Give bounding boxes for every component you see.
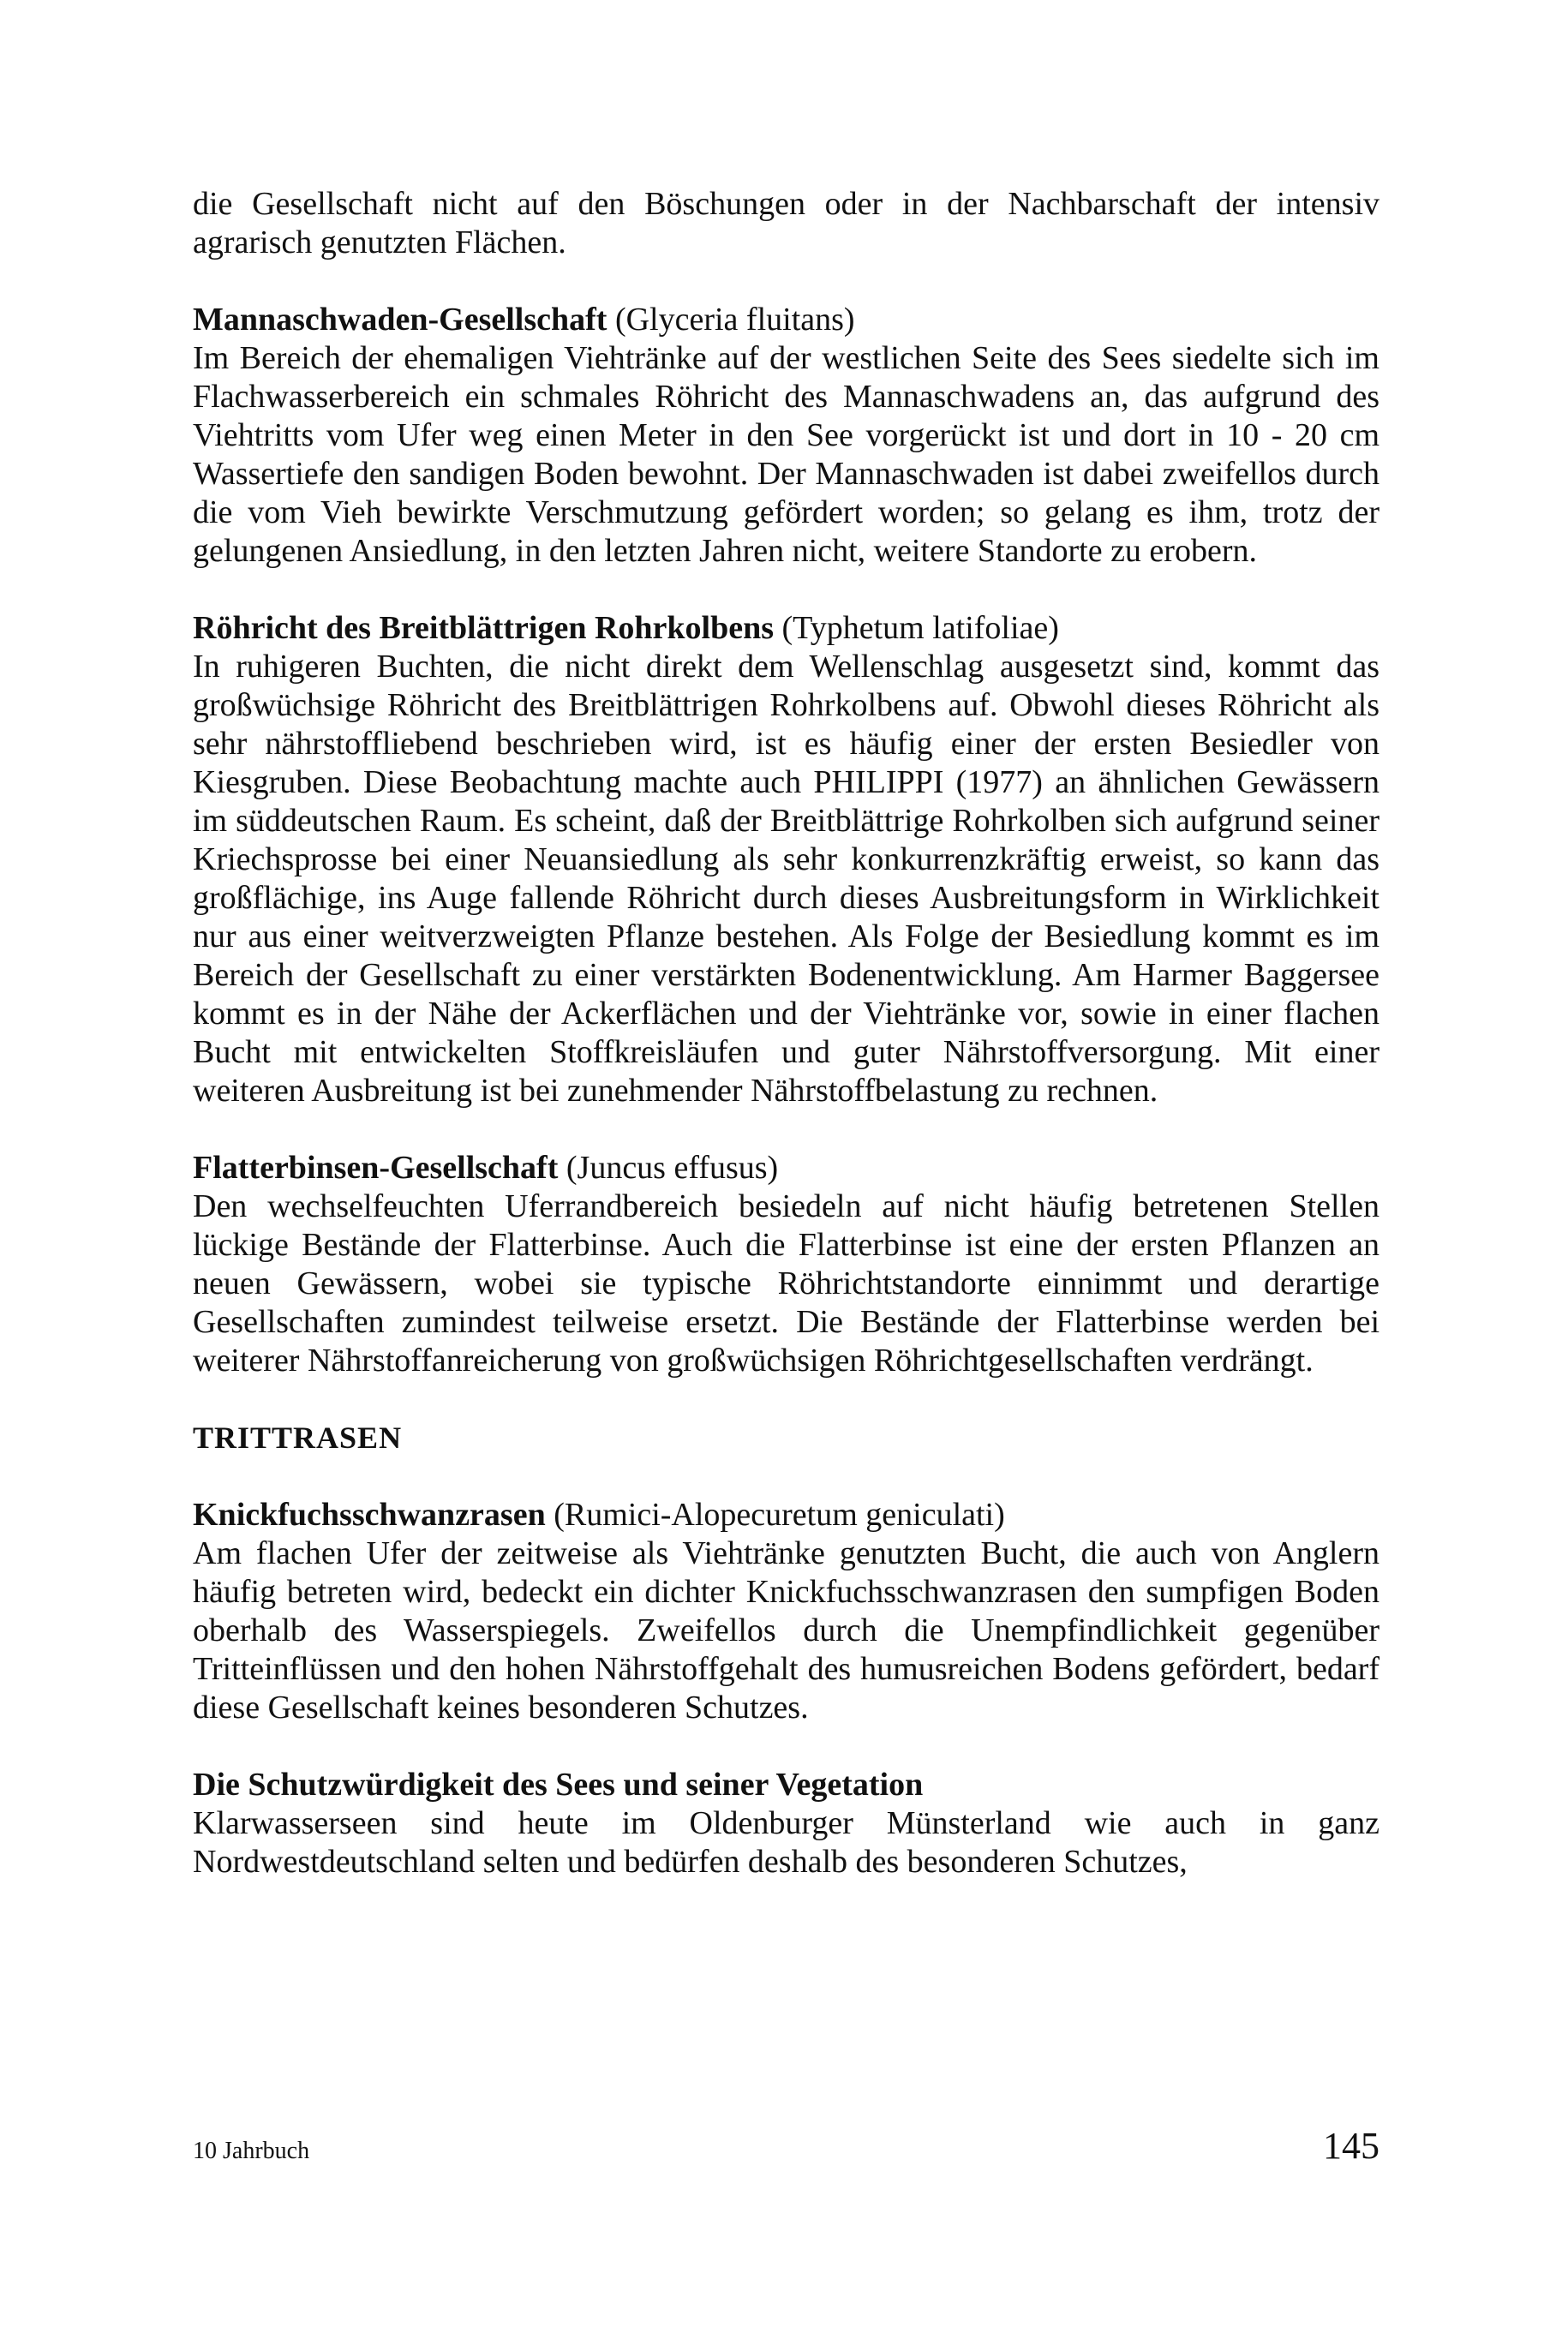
section-title: Mannaschwaden-Gesellschaft bbox=[193, 302, 607, 338]
section-title: Die Schutzwürdigkeit des Sees und seiner Vegetation bbox=[193, 1767, 924, 1803]
section-paragraph: Am flachen Ufer der zeitweise als Viehtränke genutzten Bucht, die auch von Anglern häufig betreten wird, bedeckt ein dichter Knickfuchsschwanzrasen den sumpfigen Boden oberhalb des Wasserspiegels. Zweifellos durch die Unempfindlichkeit gegenüber Tritteinflüssen und den hohen Nährstoffgehalt des humusreichen Bodens gefördert, bedarf diese Gesellschaft keines besonderen Schutzes. bbox=[193, 1535, 1379, 1726]
section-paragraph: Den wechselfeuchten Uferrandbereich besiedeln auf nicht häufig betretenen Stellen lückige Bestände der Flatterbinse. Auch die Flatterbinse ist eine der ersten Pflanzen an neuen Gewässern, wobei sie typische Röhrichtstandorte einnimmt und derartige Gesellschaften zumindest teilweise ersetzt. Die Bestände der Flatterbinse werden bei weiterer Nährstoffanreicherung von großwüchsigen Röhrichtgesellschaften verdrängt. bbox=[193, 1188, 1379, 1379]
section-heading-line bbox=[193, 1766, 1379, 1804]
chapter-heading-trittrasen: TRITTRASEN bbox=[193, 1421, 403, 1455]
section-schutzwuerdigkeit bbox=[193, 1766, 1379, 1881]
page-number: 145 bbox=[1323, 2125, 1379, 2167]
section-latin-name: (Glyceria fluitans) bbox=[607, 302, 855, 338]
footer-signature: 10 Jahrbuch bbox=[193, 2138, 310, 2164]
section-title: Röhricht des Breitblättrigen Rohrkolbens bbox=[193, 610, 775, 646]
section-heading-line bbox=[193, 609, 1379, 648]
section-latin-name: (Rumici-Alopecuretum geniculati) bbox=[545, 1497, 1005, 1533]
section-heading-line bbox=[193, 1149, 1379, 1187]
section-latin-name: (Juncus effusus) bbox=[558, 1150, 779, 1186]
page-body bbox=[193, 185, 1379, 1881]
section-paragraph: In ruhigeren Buchten, die nicht direkt dem Wellenschlag ausgesetzt sind, kommt das großwüchsige Röhricht des Breitblättrigen Rohrkolbens auf. Obwohl dieses Röhricht als sehr nährstoffliebend beschrieben wird, ist es häufig einer der ersten Besiedler von Kiesgruben. Diese Beobachtung machte auch PHILIPPI (1977) an ähnlichen Gewässern im süddeutschen Raum. Es scheint, daß der Breitblättrige Rohrkolben sich aufgrund seiner Kriechsprosse bei einer Neuansiedlung als sehr konkurrenzkräftig erweist, so kann das großflächige, ins Auge fallende Röhricht durch dieses Ausbreitungsform in Wirklichkeit nur aus einer weitverzweigten Pflanze bestehen. Als Folge der Besiedlung kommt es im Bereich der Gesellschaft zu einer verstärkten Bodenentwicklung. Am Harmer Baggersee kommt es in der Nähe der Ackerflächen und der Viehtränke vor, sowie in einer flachen Bucht mit entwickelten Stoffkreisläufen und guter Nährstoffversorgung. Mit einer weiteren Ausbreitung ist bei zunehmender Nährstoffbelastung zu rechnen. bbox=[193, 649, 1379, 1109]
section-paragraph: Im Bereich der ehemaligen Viehtränke auf der westlichen Seite des Sees siedelte sich im Flachwasserbereich ein schmales Röhricht des Mannaschwadens an, das aufgrund des Viehtritts vom Ufer weg einen Meter in den See vorgerückt ist und dort in 10 - 20 cm Wassertiefe den sandigen Boden bewohnt. Der Mannaschwaden ist dabei zweifellos durch die vom Vieh bewirkte Verschmutzung gefördert worden; so gelang es ihm, trotz der gelungenen Ansiedlung, in den letzten Jahren nicht, weitere Standorte zu erobern. bbox=[193, 340, 1379, 569]
intro-paragraph: die Gesellschaft nicht auf den Böschungen oder in der Nachbarschaft der intensiv agrarisch genutzten Flächen. bbox=[193, 186, 1379, 260]
section-paragraph: Klarwasserseen sind heute im Oldenburger Münsterland wie auch in ganz Nordwestdeutschland selten und bedürfen deshalb des besonderen Schutzes, bbox=[193, 1805, 1379, 1880]
section-knickfuchsschwanz bbox=[193, 1496, 1379, 1727]
section-title: Knickfuchsschwanzrasen bbox=[193, 1497, 546, 1533]
page-footer bbox=[193, 2125, 1379, 2176]
section-heading-line bbox=[193, 301, 1379, 339]
section-rohrkolben bbox=[193, 609, 1379, 1110]
section-mannaschwaden bbox=[193, 301, 1379, 571]
section-latin-name: (Typhetum latifoliae) bbox=[774, 610, 1059, 646]
section-heading-line bbox=[193, 1496, 1379, 1534]
section-title: Flatterbinsen-Gesellschaft bbox=[193, 1150, 559, 1186]
section-flatterbinsen bbox=[193, 1149, 1379, 1380]
